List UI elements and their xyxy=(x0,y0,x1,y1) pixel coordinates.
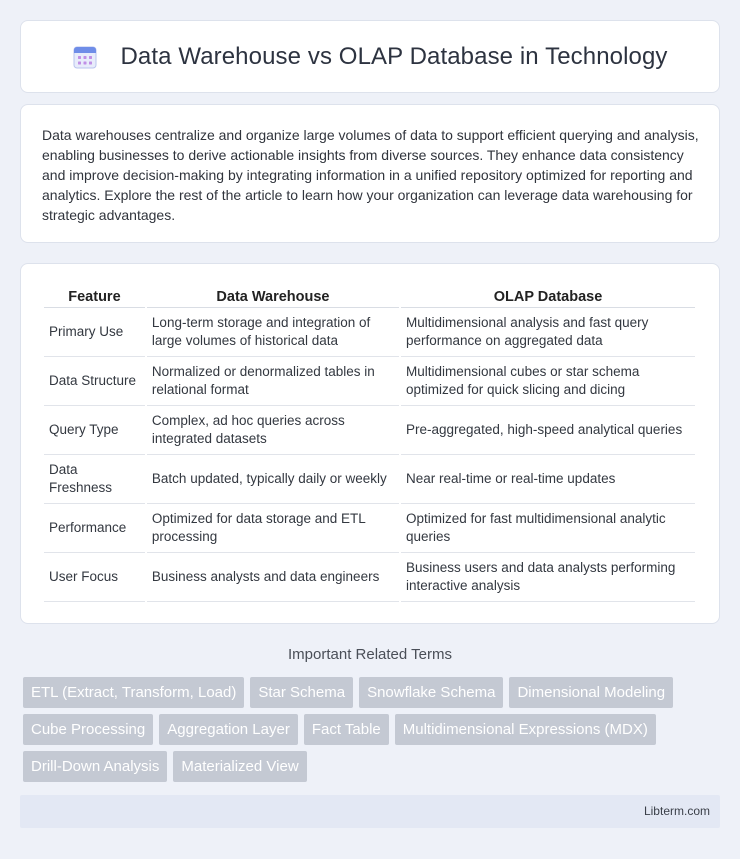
related-term-tag[interactable]: Fact Table xyxy=(304,714,389,745)
related-term-tag[interactable]: Star Schema xyxy=(250,677,353,708)
comparison-table-card xyxy=(20,263,720,624)
data-warehouse-cell: Normalized or denormalized tables in relational format xyxy=(147,357,399,406)
calendar-grid-icon xyxy=(72,44,98,70)
related-term-tag[interactable]: Dimensional Modeling xyxy=(509,677,673,708)
footer-site-link[interactable]: Libterm.com xyxy=(643,804,710,818)
olap-database-cell: Business users and data analysts performing interactive analysis xyxy=(401,553,695,602)
related-term-tag[interactable]: Cube Processing xyxy=(23,714,153,745)
related-term-tag[interactable]: ETL (Extract, Transform, Load) xyxy=(23,677,244,708)
related-term-tag[interactable]: Snowflake Schema xyxy=(359,677,503,708)
column-header-feature: Feature xyxy=(44,286,145,308)
table-row xyxy=(44,553,695,602)
related-term-tag[interactable]: Aggregation Layer xyxy=(159,714,298,745)
footer xyxy=(20,795,720,828)
table-row xyxy=(44,308,695,357)
table-row xyxy=(44,357,695,406)
table-row xyxy=(44,406,695,455)
related-term-tag[interactable]: Multidimensional Expressions (MDX) xyxy=(395,714,656,745)
intro-card xyxy=(20,104,720,243)
table-row xyxy=(44,455,695,504)
data-warehouse-cell: Optimized for data storage and ETL processing xyxy=(147,504,399,553)
data-warehouse-cell: Complex, ad hoc queries across integrated datasets xyxy=(147,406,399,455)
related-term-tag[interactable]: Materialized View xyxy=(173,751,306,782)
table-header-row xyxy=(44,286,695,308)
related-terms-tags xyxy=(23,677,723,788)
olap-database-cell: Multidimensional cubes or star schema optimized for quick slicing and dicing xyxy=(401,357,695,406)
olap-database-cell: Near real-time or real-time updates xyxy=(401,455,695,504)
olap-database-cell: Optimized for fast multidimensional analytic queries xyxy=(401,504,695,553)
column-header-olap-database: OLAP Database xyxy=(401,286,695,308)
data-warehouse-cell: Business analysts and data engineers xyxy=(147,553,399,602)
related-terms-title: Important Related Terms xyxy=(288,646,452,663)
column-header-data-warehouse: Data Warehouse xyxy=(147,286,399,308)
intro-paragraph: Data warehouses centralize and organize large volumes of data to support efficient querying and analysis, enabling businesses to derive actionable insights from diverse sources. They enhance data consistency and improve decision-making by integrating information in a unified repository optimized for reporting and analytics. Explore the rest of the article to learn how your organization can leverage data warehousing for strategic advantages. xyxy=(42,127,699,223)
feature-cell: User Focus xyxy=(44,553,145,602)
olap-database-cell: Pre-aggregated, high-speed analytical queries xyxy=(401,406,695,455)
feature-cell: Query Type xyxy=(44,406,145,455)
comparison-table xyxy=(42,286,697,602)
related-term-tag[interactable]: Drill-Down Analysis xyxy=(23,751,167,782)
olap-database-cell: Multidimensional analysis and fast query performance on aggregated data xyxy=(401,308,695,357)
feature-cell: Data Freshness xyxy=(44,455,145,504)
data-warehouse-cell: Batch updated, typically daily or weekly xyxy=(147,455,399,504)
table-row xyxy=(44,504,695,553)
feature-cell: Primary Use xyxy=(44,308,145,357)
feature-cell: Data Structure xyxy=(44,357,145,406)
data-warehouse-cell: Long-term storage and integration of large volumes of historical data xyxy=(147,308,399,357)
title-card xyxy=(20,20,720,93)
feature-cell: Performance xyxy=(44,504,145,553)
page-title: Data Warehouse vs OLAP Database in Technology xyxy=(120,42,668,70)
